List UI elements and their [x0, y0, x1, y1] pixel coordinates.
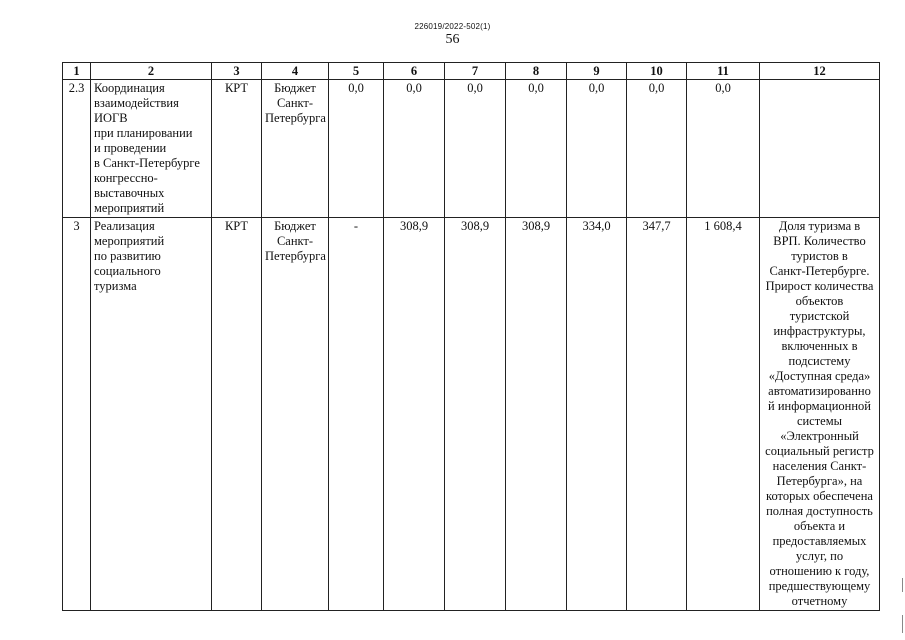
document-id: 226019/2022-502(1) [414, 22, 491, 31]
table-row [63, 80, 880, 218]
col-header-1: 1 [63, 63, 91, 80]
value-col-7: 0,0 [445, 80, 506, 218]
col-header-8: 8 [506, 63, 567, 80]
col-header-7: 7 [445, 63, 506, 80]
col-header-12: 12 [760, 63, 880, 80]
row-number: 3 [63, 218, 91, 611]
page-number: 56 [445, 32, 460, 47]
value-col-11: 1 608,4 [687, 218, 760, 611]
value-col-8: 0,0 [506, 80, 567, 218]
activity-name: Реализация мероприятий по развитию социального туризма [91, 218, 212, 611]
col-header-4: 4 [262, 63, 329, 80]
value-col-10: 0,0 [627, 80, 687, 218]
scan-edge-mark [902, 578, 903, 592]
funding-source: Бюджет Санкт- Петербурга [262, 218, 329, 611]
value-col-5: 0,0 [329, 80, 384, 218]
value-col-7: 308,9 [445, 218, 506, 611]
activity-name: Координация взаимодействия ИОГВ при планировании и проведении в Санкт-Петербурге конгрессно- выставочных мероприятий [91, 80, 212, 218]
value-col-9: 0,0 [567, 80, 627, 218]
col-header-11: 11 [687, 63, 760, 80]
col-header-9: 9 [567, 63, 627, 80]
table-row [63, 218, 880, 611]
column-number-row [63, 63, 880, 80]
funding-source: Бюджет Санкт- Петербурга [262, 80, 329, 218]
col-header-5: 5 [329, 63, 384, 80]
value-col-8: 308,9 [506, 218, 567, 611]
executor: КРТ [212, 80, 262, 218]
scan-edge-mark [902, 615, 903, 633]
col-header-2: 2 [91, 63, 212, 80]
row-number: 2.3 [63, 80, 91, 218]
value-col-5: - [329, 218, 384, 611]
value-col-9: 334,0 [567, 218, 627, 611]
value-col-6: 308,9 [384, 218, 445, 611]
value-col-6: 0,0 [384, 80, 445, 218]
executor: КРТ [212, 218, 262, 611]
col-header-10: 10 [627, 63, 687, 80]
value-col-10: 347,7 [627, 218, 687, 611]
budget-table [62, 62, 880, 611]
value-col-11: 0,0 [687, 80, 760, 218]
col-header-6: 6 [384, 63, 445, 80]
indicator-text: Доля туризма в ВРП. Количество туристов в Санкт-Петербурге. Прирост количества объектов туристской инфраструктуры, включенных в подсистему «Доступная среда» автоматизированно й информационной системы «Электронный социальный регистр населения Санкт- Петербурга», на которых обеспечена полная доступность объекта и предоставляемых услуг, по отношению к году, предшествующему отчетному [760, 218, 880, 611]
col-header-3: 3 [212, 63, 262, 80]
indicator-text [760, 80, 880, 218]
